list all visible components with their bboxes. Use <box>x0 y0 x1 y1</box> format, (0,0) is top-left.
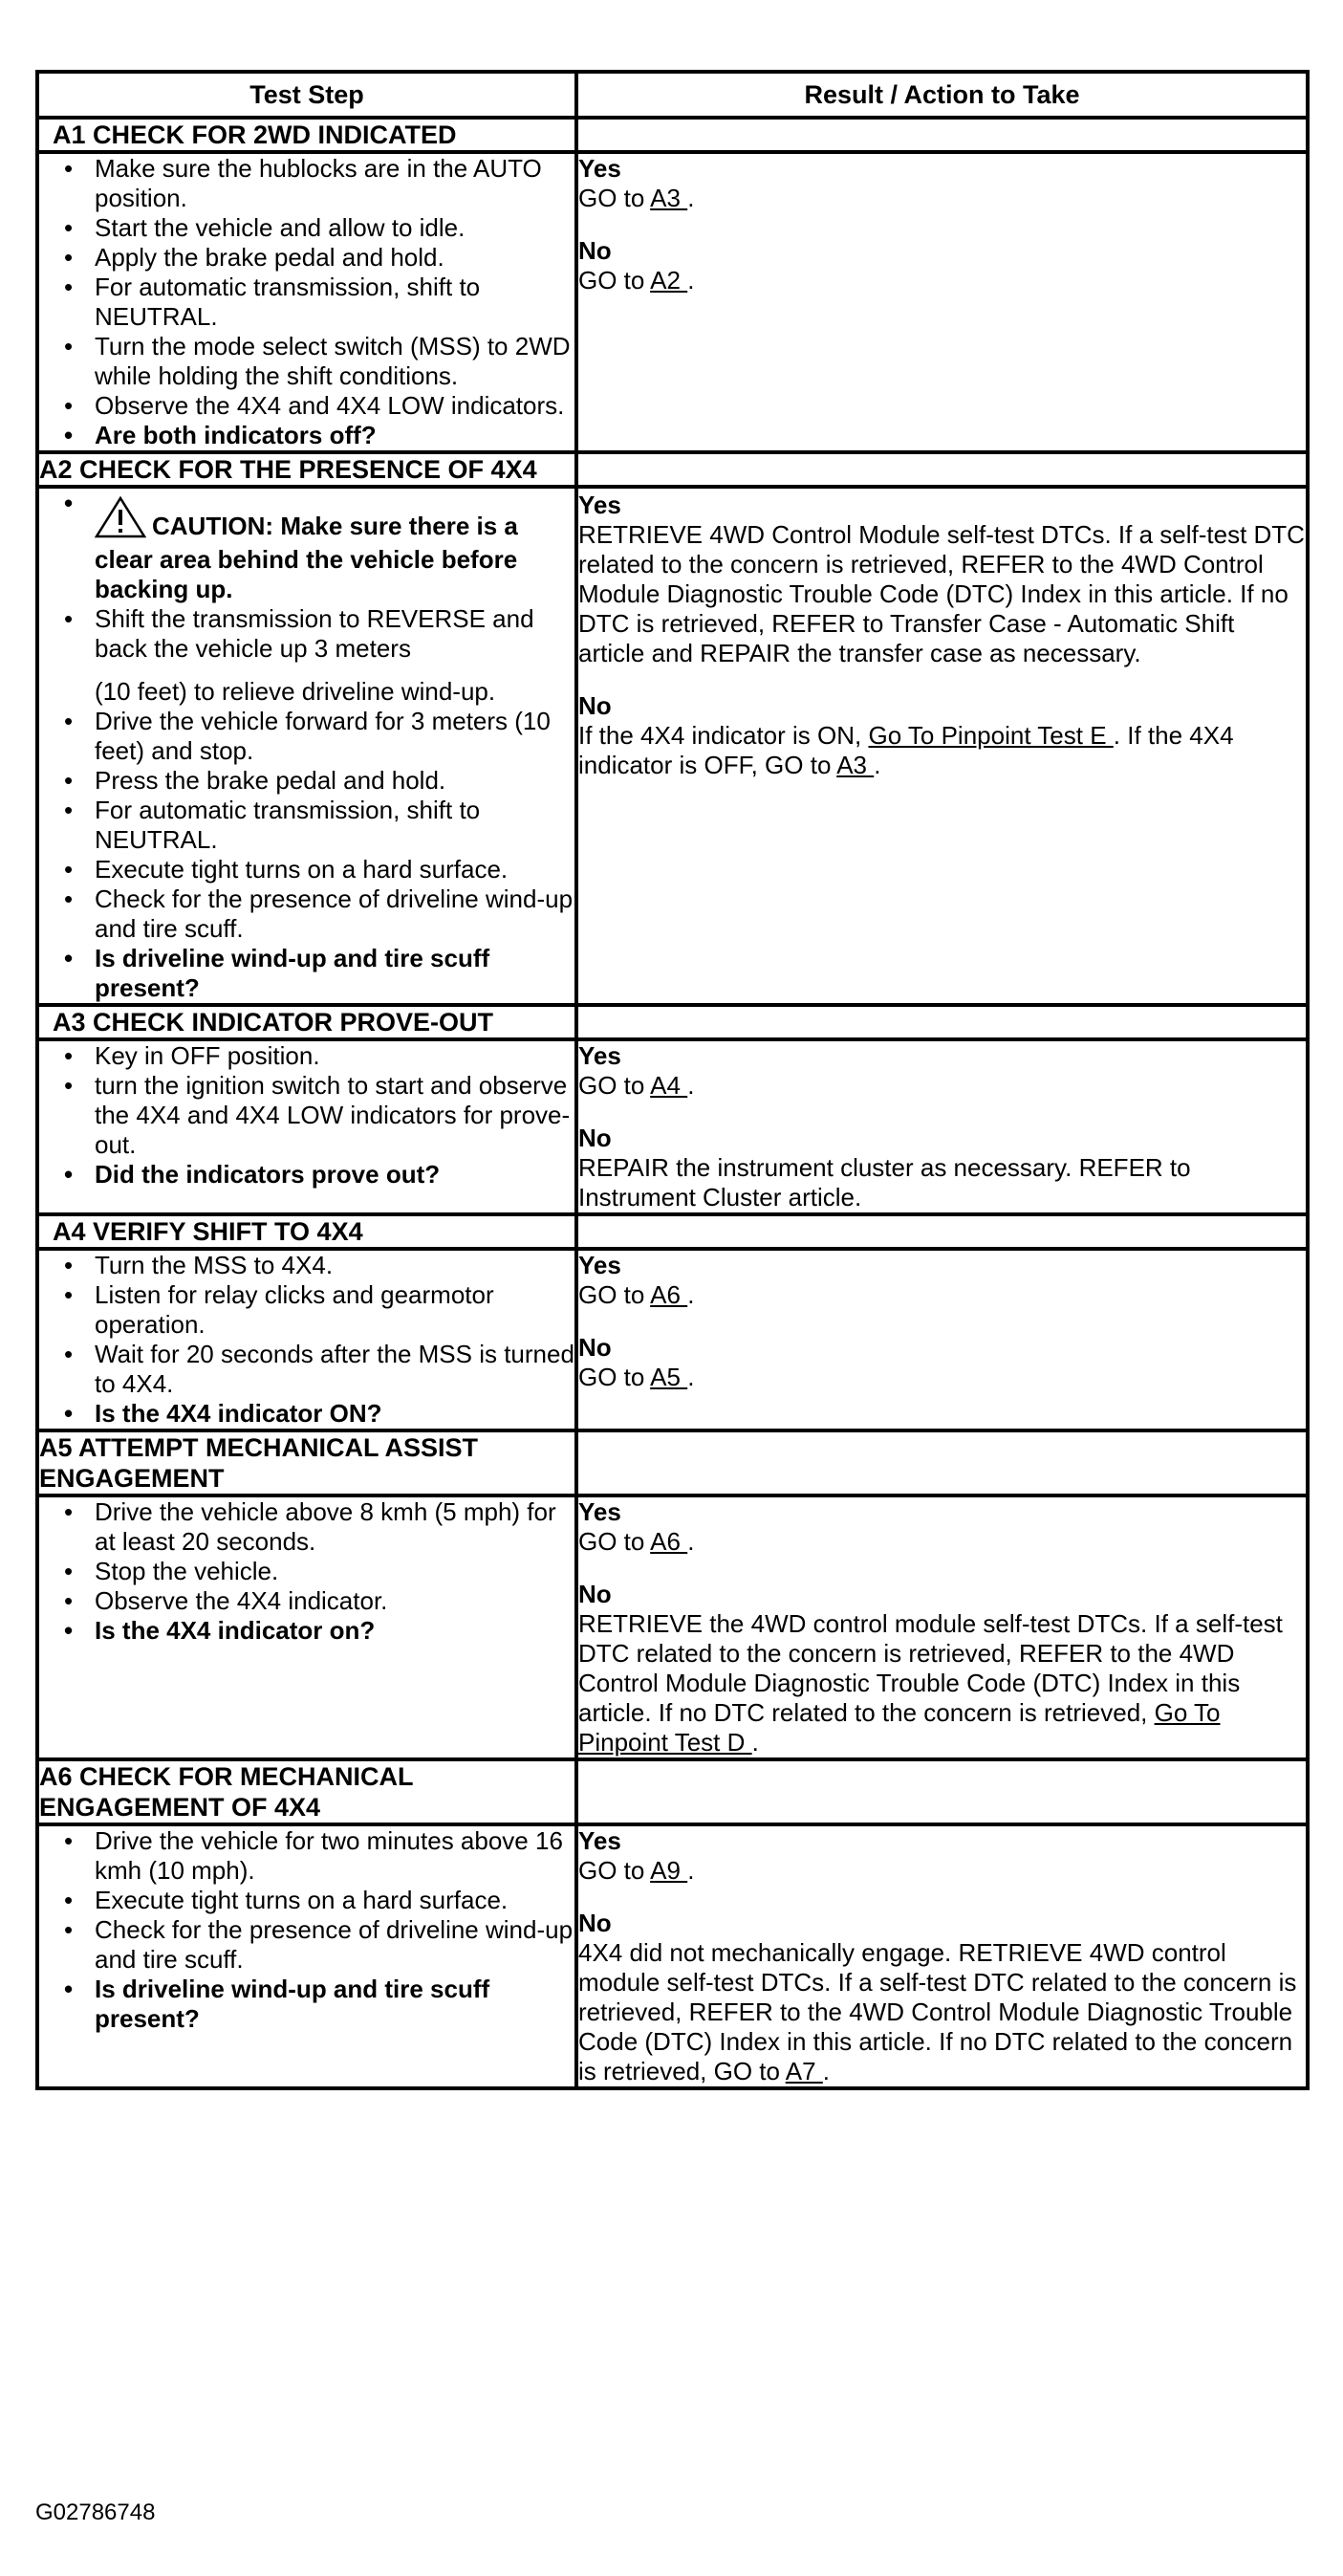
list-item: • Drive the vehicle forward for 3 meters (10 feet) and stop. <box>95 707 574 766</box>
step-a5-title-row <box>37 1430 1308 1495</box>
list-item: • Wait for 20 seconds after the MSS is turned to 4X4. <box>95 1340 574 1399</box>
list-item: • Key in OFF position. <box>95 1041 574 1071</box>
list-item: • Start the vehicle and allow to idle. <box>95 213 574 243</box>
yes-label: Yes <box>578 1826 621 1855</box>
header-result: Result / Action to Take <box>576 72 1308 118</box>
header-test-step: Test Step <box>37 72 576 118</box>
list-item: • Make sure the hublocks are in the AUTO position. <box>95 154 574 213</box>
test-step-table <box>35 70 1310 2090</box>
step-a2-body-row <box>37 487 1308 1005</box>
list-item: • Execute tight turns on a hard surface. <box>95 855 574 884</box>
step-question: • Is driveline wind-up and tire scuff present? <box>95 1975 574 2034</box>
list-item: • Drive the vehicle for two minutes above 16 kmh (10 mph). <box>95 1826 574 1886</box>
yes-label: Yes <box>578 491 621 519</box>
list-item: • Shift the transmission to REVERSE and back the vehicle up 3 meters (10 feet) to relieve driveline wind-up. <box>95 604 574 707</box>
step-a1-body-row <box>37 152 1308 452</box>
step-a1-title: A1 CHECK FOR 2WD INDICATED <box>37 118 576 152</box>
step-question: • Did the indicators prove out? <box>95 1160 574 1190</box>
link-pinpoint-test-d[interactable]: Go To Pinpoint Test D <box>578 1698 1221 1757</box>
no-label: No <box>578 1580 612 1608</box>
figure-id: G02786748 <box>35 2500 156 2525</box>
no-label: No <box>578 691 612 720</box>
step-a2-title: A2 CHECK FOR THE PRESENCE OF 4X4 <box>37 452 576 487</box>
step-question: • Is the 4X4 indicator on? <box>95 1616 574 1646</box>
no-label: No <box>578 1124 612 1152</box>
link-a2[interactable]: A2 <box>650 266 688 295</box>
link-a3[interactable]: A3 <box>836 751 875 779</box>
list-item: • turn the ignition switch to start and observe the 4X4 and 4X4 LOW indicators for prove-out. <box>95 1071 574 1160</box>
link-a6[interactable]: A6 <box>650 1280 688 1309</box>
list-item: • Listen for relay clicks and gearmotor operation. <box>95 1280 574 1340</box>
step-a3-title: A3 CHECK INDICATOR PROVE-OUT <box>37 1005 576 1039</box>
step-a5-list <box>39 1497 574 1646</box>
warning-triangle-icon <box>95 496 146 545</box>
list-item: • Stop the vehicle. <box>95 1557 574 1586</box>
list-item: • Check for the presence of driveline wind-up and tire scuff. <box>95 1915 574 1975</box>
yes-label: Yes <box>578 1497 621 1526</box>
link-pinpoint-test-e[interactable]: Go To Pinpoint Test E <box>868 721 1114 750</box>
step-question: • Is the 4X4 indicator ON? <box>95 1399 574 1429</box>
step-a2-title-row <box>37 452 1308 487</box>
list-item: • Turn the MSS to 4X4. <box>95 1251 574 1280</box>
link-a4[interactable]: A4 <box>650 1071 688 1100</box>
step-a6-title: A6 CHECK FOR MECHANICAL ENGAGEMENT OF 4X4 <box>37 1759 576 1824</box>
list-item: • For automatic transmission, shift to NEUTRAL. <box>95 796 574 855</box>
link-a3[interactable]: A3 <box>650 184 688 212</box>
step-a4-list <box>39 1251 574 1429</box>
step-a6-body-row <box>37 1824 1308 2088</box>
no-label: No <box>578 1333 612 1362</box>
list-item: • For automatic transmission, shift to NEUTRAL. <box>95 273 574 332</box>
step-question: • Are both indicators off? <box>95 421 574 450</box>
step-a5-result: Yes GO to A6 . No RETRIEVE the 4WD control module self-test DTCs. If a self-test DTC related to the concern is retrieved, REFER to the 4WD Control Module Diagnostic Trouble Code (DTC) Index in this article. If no DTC related to the concern is retrieved, Go To Pinpoint Test D . <box>576 1495 1308 1759</box>
list-item: • Observe the 4X4 indicator. <box>95 1586 574 1616</box>
step-a4-body-row <box>37 1249 1308 1430</box>
no-label: No <box>578 1909 612 1937</box>
step-a5-title: A5 ATTEMPT MECHANICAL ASSIST ENGAGEMENT <box>37 1430 576 1495</box>
step-a3-body-row <box>37 1039 1308 1214</box>
caution-item: • CAUTION: Make sure there is a clear area behind the vehicle before backing up. <box>95 489 574 604</box>
list-item: • Turn the mode select switch (MSS) to 2WD while holding the shift conditions. <box>95 332 574 391</box>
list-item: • Execute tight turns on a hard surface. <box>95 1886 574 1915</box>
step-question: • Is driveline wind-up and tire scuff present? <box>95 944 574 1003</box>
list-item: • Drive the vehicle above 8 kmh (5 mph) for at least 20 seconds. <box>95 1497 574 1557</box>
link-a9[interactable]: A9 <box>650 1856 688 1885</box>
no-label: No <box>578 236 612 265</box>
list-item: • Check for the presence of driveline wind-up and tire scuff. <box>95 884 574 944</box>
step-a3-title-row <box>37 1005 1308 1039</box>
step-a4-title: A4 VERIFY SHIFT TO 4X4 <box>37 1214 576 1249</box>
link-a7[interactable]: A7 <box>785 2057 823 2085</box>
header-row <box>37 72 1308 118</box>
step-a5-body-row <box>37 1495 1308 1759</box>
step-a6-list <box>39 1826 574 2034</box>
link-a6[interactable]: A6 <box>650 1527 688 1556</box>
yes-label: Yes <box>578 1251 621 1279</box>
step-a3-result: Yes GO to A4 . No REPAIR the instrument cluster as necessary. REFER to Instrument Cluster article. <box>576 1039 1308 1214</box>
list-item: • Apply the brake pedal and hold. <box>95 243 574 273</box>
step-a1-list <box>39 154 574 450</box>
step-a1-result: Yes GO to A3 . No GO to A2 . <box>576 152 1308 452</box>
step-a4-title-row <box>37 1214 1308 1249</box>
step-a2-result: Yes RETRIEVE 4WD Control Module self-test DTCs. If a self-test DTC related to the concern is retrieved, REFER to the 4WD Control Module Diagnostic Trouble Code (DTC) Index in this article. If no DTC is retrieved, REFER to Transfer Case - Automatic Shift article and REPAIR the transfer case as necessary. No If the 4X4 indicator is ON, Go To Pinpoint Test E . If the 4X4 indicator is OFF, GO to A3 . <box>576 487 1308 1005</box>
link-a5[interactable]: A5 <box>650 1363 688 1391</box>
step-a4-result: Yes GO to A6 . No GO to A5 . <box>576 1249 1308 1430</box>
step-a3-list <box>39 1041 574 1190</box>
step-a1-title-row <box>37 118 1308 152</box>
step-a6-title-row <box>37 1759 1308 1824</box>
list-item: • Press the brake pedal and hold. <box>95 766 574 796</box>
step-a2-list <box>39 489 574 1003</box>
yes-label: Yes <box>578 154 621 183</box>
yes-label: Yes <box>578 1041 621 1070</box>
list-item: • Observe the 4X4 and 4X4 LOW indicators. <box>95 391 574 421</box>
step-a6-result: Yes GO to A9 . No 4X4 did not mechanically engage. RETRIEVE 4WD control module self-test DTCs. If a self-test DTC related to the concern is retrieved, REFER to the 4WD Control Module Diagnostic Trouble Code (DTC) Index in this article. If no DTC related to the concern is retrieved, GO to A7 . <box>576 1824 1308 2088</box>
